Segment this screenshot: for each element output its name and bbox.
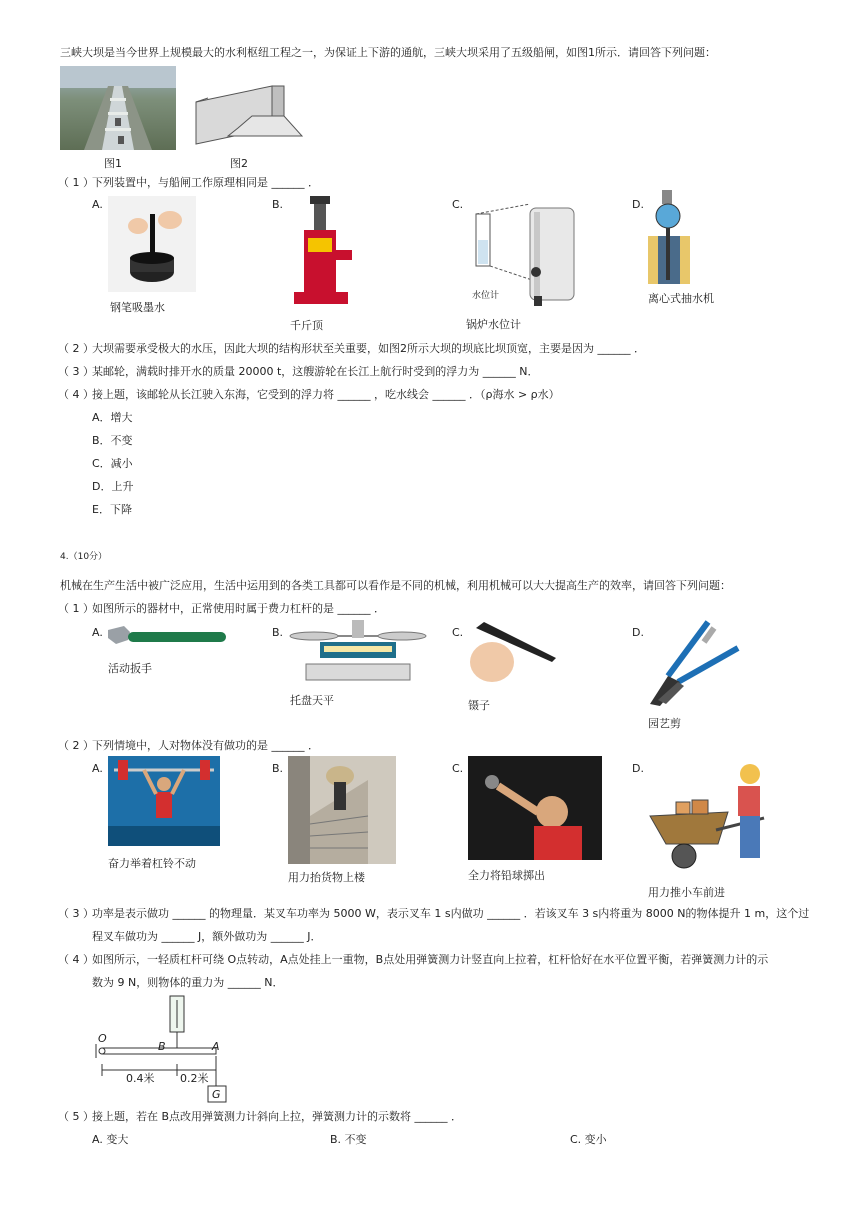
dam-diagram	[192, 82, 304, 146]
water-gauge-label: 水位计	[472, 291, 500, 301]
q4-p1-option-b-letter: B.	[272, 626, 284, 639]
carrying-goods-upstairs-photo	[288, 756, 396, 864]
q4-p1-label: （ 1 ）	[58, 602, 94, 615]
q3-p4-choice-d: D．上升	[92, 480, 134, 493]
q3-p1-option-d-caption: 离心式抽水机	[648, 292, 714, 305]
centrifugal-pump-diagram	[646, 188, 692, 284]
q4-p1-text: 如图所示的器材中，正常使用时属于费力杠杆的是 ______ ．	[92, 602, 385, 615]
q3-p1-option-d-letter: D.	[632, 198, 644, 211]
q3-p4-choice-e: E．下降	[92, 503, 132, 516]
q3-p4-text: 接上题，该邮轮从长江驶入东海，它受到的浮力将 ______ ，吃水线会 ______ ．（ρ海水 > ρ水）	[92, 388, 560, 401]
q3-p4-label: （ 4 ）	[58, 388, 94, 401]
q4-p1-option-a-caption: 活动扳手	[108, 662, 152, 675]
q3-p3-text: 某邮轮，满载时排开水的质量 20000 t，这艘游轮在长江上航行时受到的浮力为 ______ N．	[92, 365, 539, 378]
q4-p5-text: 接上题，若在 B点改用弹簧测力计斜向上拉，弹簧测力计的示数将 ______ ．	[92, 1110, 463, 1123]
q3-p2-label: （ 2 ）	[58, 342, 94, 355]
fig1-caption: 图1	[104, 157, 122, 170]
q3-p4-choice-c: C．减小	[92, 457, 133, 470]
pen-ink-photo	[108, 196, 196, 292]
q4-p2-option-c-caption: 全力将铅球掷出	[468, 869, 545, 882]
q4-p1-option-c-letter: C.	[452, 626, 464, 639]
q3-p1-option-c-letter: C.	[452, 198, 464, 211]
q4-p2-option-a-letter: A.	[92, 762, 103, 775]
q4-p2-option-a-caption: 奋力举着杠铃不动	[108, 857, 196, 870]
weightlifter-photo	[108, 756, 220, 846]
ship-lock-photo	[60, 66, 176, 150]
shot-put-photo	[468, 756, 602, 860]
q4-p2-option-b-letter: B.	[272, 762, 284, 775]
q4-p4-line1: 如图所示，一轻质杠杆可绕 O点转动，A点处挂上一重物，B点处用弹簧测力计竖直向上拉着，杠杆恰好在水平位置平衡，若弹簧测力计的示	[92, 953, 769, 966]
point-a-label: A	[212, 1040, 220, 1053]
point-o-label: O	[98, 1032, 107, 1045]
q4-p5-label: （ 5 ）	[58, 1110, 94, 1123]
q3-p1-option-c-caption: 锅炉水位计	[466, 318, 521, 331]
q3-p1-option-b-caption: 千斤顶	[290, 319, 323, 332]
q3-p1-label: （ 1 ）	[58, 176, 94, 189]
q4-p2-option-d-caption: 用力推小车前进	[648, 886, 725, 899]
q3-p1-option-a-caption: 钢笔吸墨水	[110, 301, 165, 314]
q3-p4-choice-a: A．增大	[92, 411, 133, 424]
q4-p1-option-a-letter: A.	[92, 626, 103, 639]
hydraulic-jack-photo	[286, 194, 356, 310]
wrench-photo	[106, 624, 228, 648]
q4-p3-line1: 功率是表示做功 ______ 的物理量．某叉车功率为 5000 W，表示叉车 1 s内做功 ______ ．若该叉车 3 s内将重为 8000 N的物体提升 1 m，这个过	[92, 907, 810, 920]
q4-p1-option-c-caption: 镊子	[468, 699, 490, 712]
q3-p1-option-b-letter: B.	[272, 198, 284, 211]
length-ba-label: 0.2米	[180, 1072, 209, 1085]
q3-intro: 三峡大坝是当今世界上规模最大的水利枢纽工程之一，为保证上下游的通航，三峡大坝采用了五级船闸，如图1所示．请回答下列问题：	[60, 46, 716, 59]
q4-p4-line2: 数为 9 N，则物体的重力为 ______ N．	[92, 976, 284, 989]
q4-p2-text: 下列情境中，人对物体没有做功的是 ______ ．	[92, 739, 319, 752]
q4-intro: 机械在生产生活中被广泛应用，生活中运用到的各类工具都可以看作是不同的机械，利用机械可以大大提高生产的效率，请回答下列问题：	[60, 579, 731, 592]
length-ob-label: 0.4米	[126, 1072, 155, 1085]
q4-p1-option-d-letter: D.	[632, 626, 644, 639]
q4-header: 4.（10分）	[60, 552, 108, 562]
q4-p4-label: （ 4 ）	[58, 953, 94, 966]
q3-p3-label: （ 3 ）	[58, 365, 94, 378]
q4-p2-label: （ 2 ）	[58, 739, 94, 752]
tweezers-photo	[466, 620, 560, 692]
garden-shears-photo	[646, 618, 742, 710]
q4-p3-line2: 程叉车做功为 ______ J，额外做功为 ______ J．	[92, 930, 322, 943]
q4-p1-option-d-caption: 园艺剪	[648, 717, 681, 730]
q4-p2-option-d-letter: D.	[632, 762, 644, 775]
q3-p4-choice-b: B．不变	[92, 434, 133, 447]
q4-p1-option-b-caption: 托盘天平	[290, 694, 334, 707]
balance-scale-photo	[286, 616, 430, 686]
q4-p2-option-b-caption: 用力抬货物上楼	[288, 871, 365, 884]
q3-p2-text: 大坝需要承受极大的水压，因此大坝的结构形状至关重要，如图2所示大坝的坝底比坝顶宽，主要是因为 ______ ．	[92, 342, 645, 355]
boiler-water-gauge-diagram	[466, 200, 580, 310]
q4-p2-option-c-letter: C.	[452, 762, 464, 775]
q4-p5-choice-a: A. 变大	[92, 1133, 129, 1146]
point-b-label: B	[158, 1040, 166, 1053]
q4-p5-choice-b: B. 不变	[330, 1133, 367, 1146]
fig2-caption: 图2	[230, 157, 248, 170]
weight-g-label: G	[212, 1088, 221, 1101]
q4-p5-choice-c: C. 变小	[570, 1133, 607, 1146]
q4-p3-label: （ 3 ）	[58, 907, 94, 920]
wheelbarrow-illustration	[646, 756, 778, 874]
q3-p1-option-a-letter: A.	[92, 198, 103, 211]
lever-diagram	[90, 994, 240, 1104]
q3-p1-text: 下列装置中，与船闸工作原理相同是 ______ ．	[92, 176, 319, 189]
